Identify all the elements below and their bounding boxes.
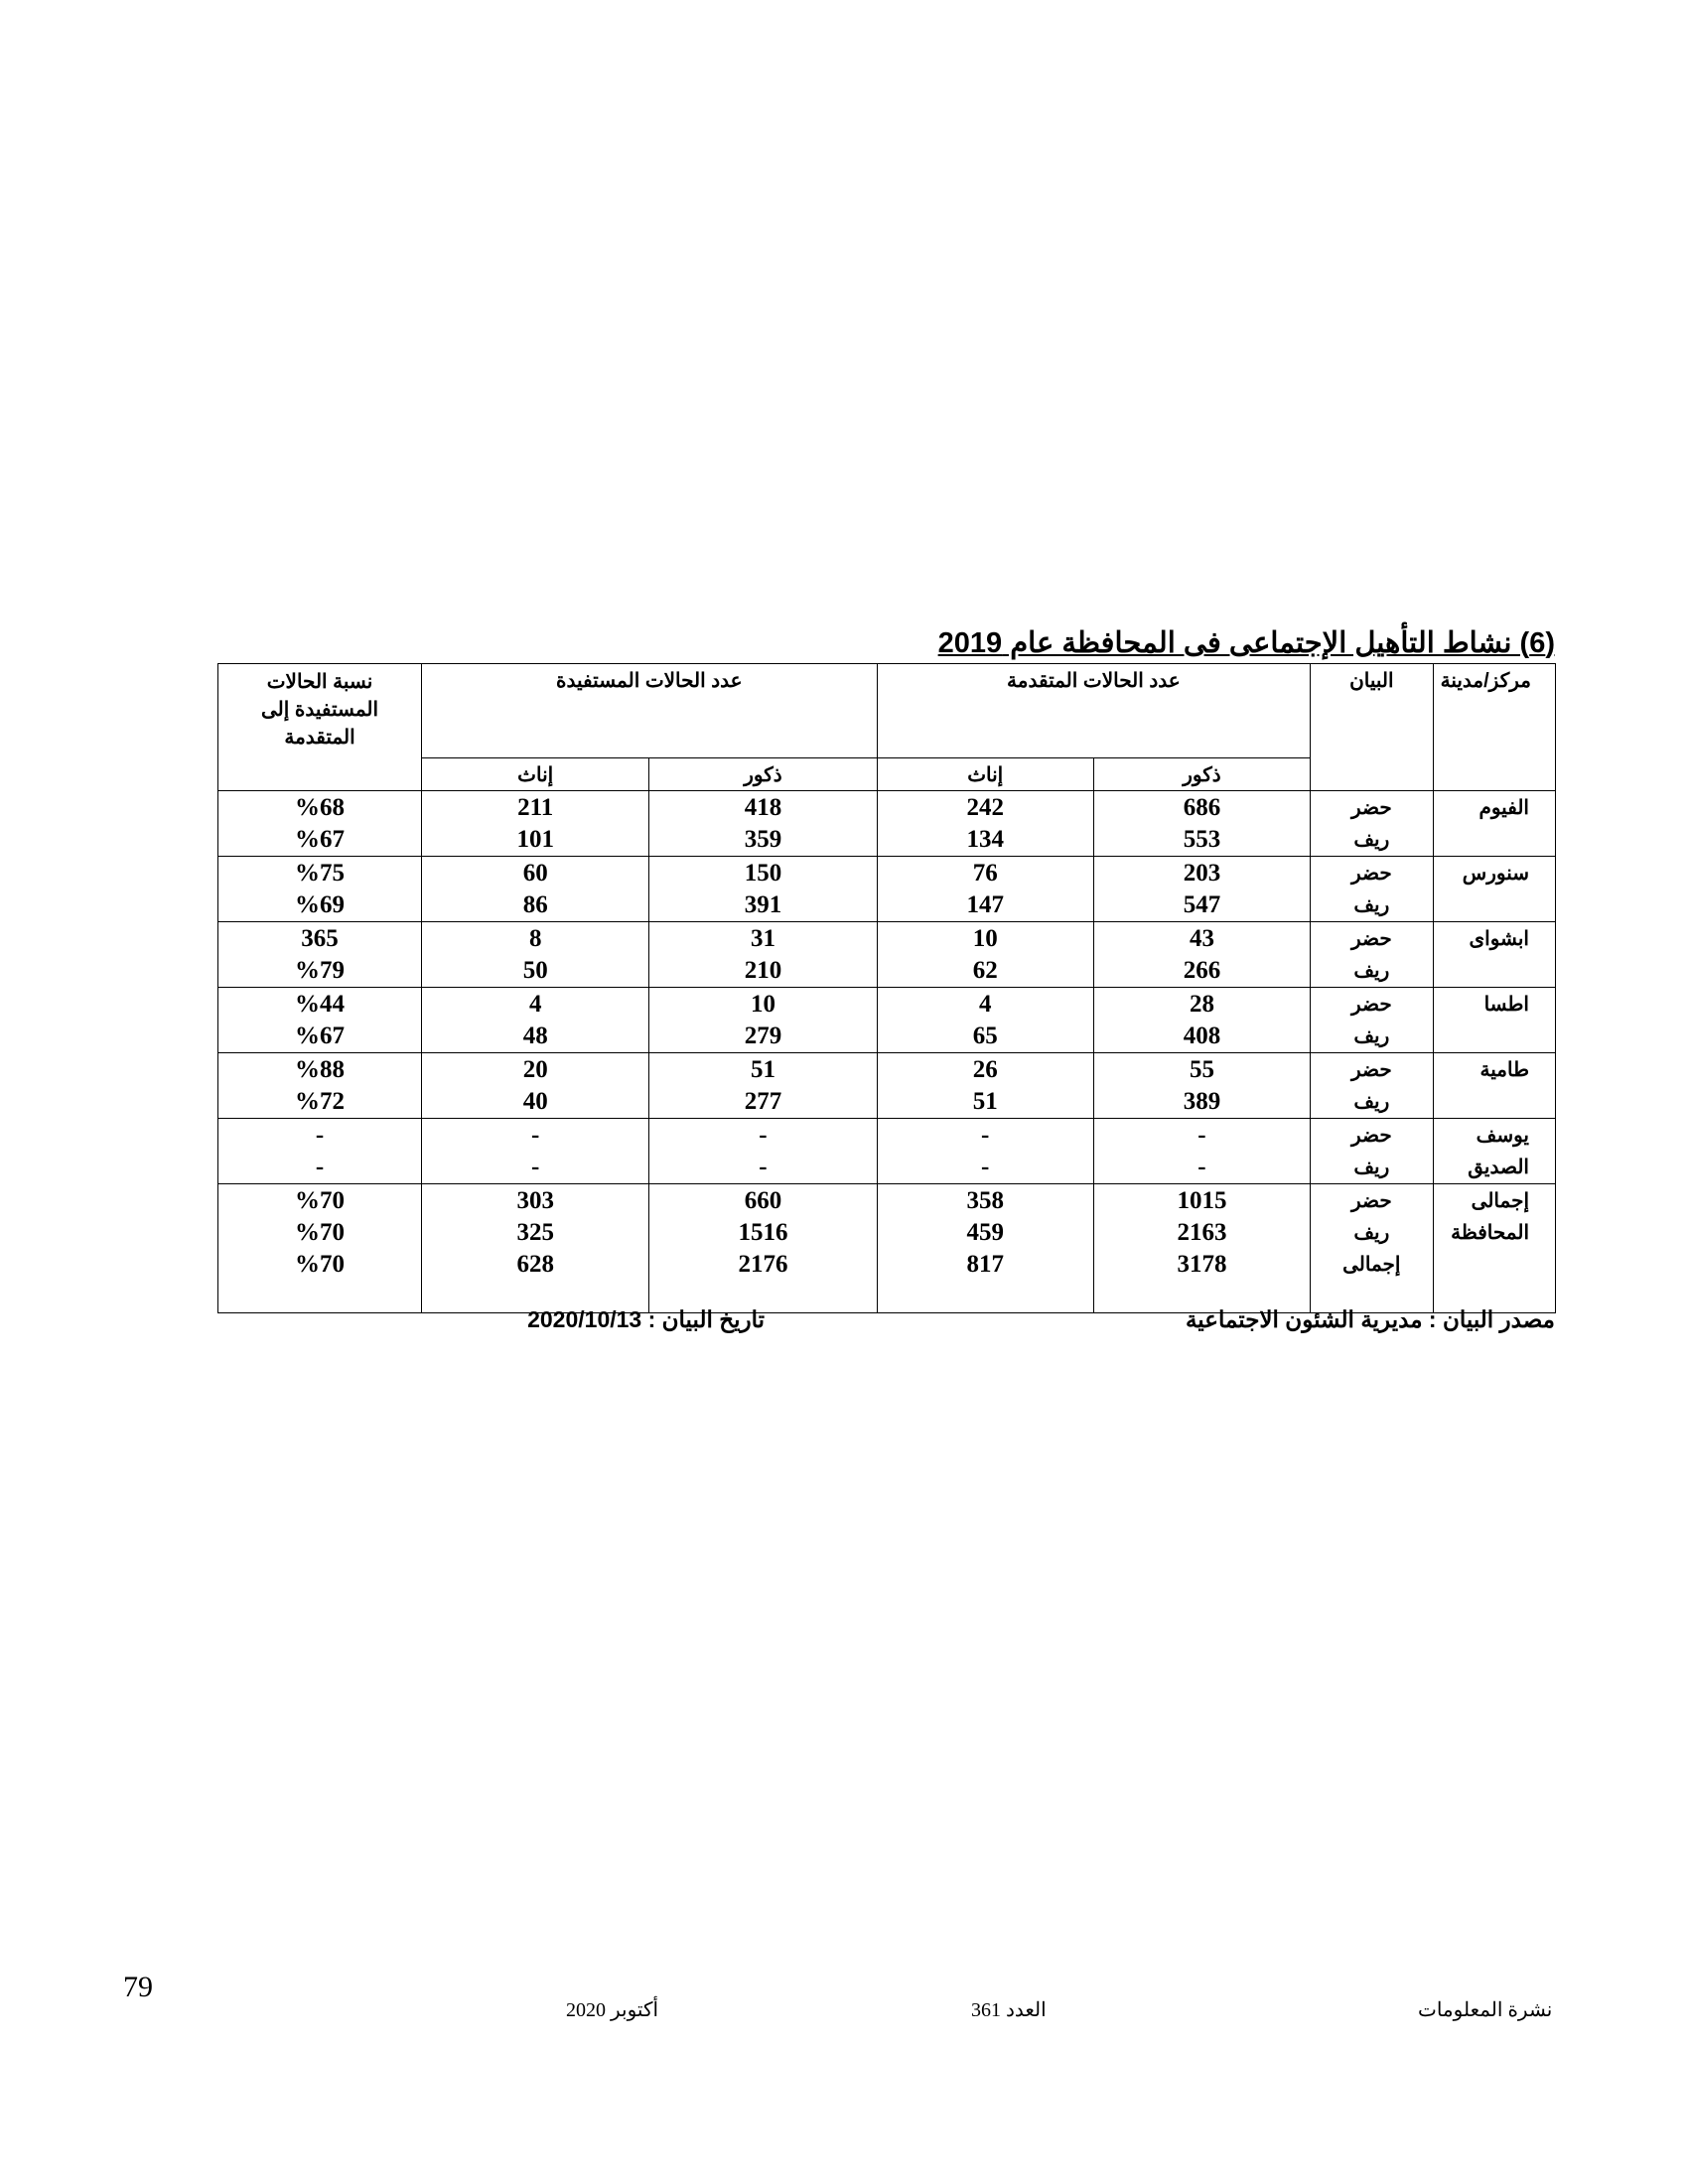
beneficiary-females-value: 40 [522, 1088, 548, 1115]
ratio-cell [218, 1119, 422, 1184]
table-row [218, 988, 1556, 1053]
ratio-value: 365 [301, 925, 339, 952]
statement-label: إجمالى [1342, 1254, 1401, 1276]
submitted-males-value: 547 [1183, 891, 1221, 918]
statement-label: ريف [1353, 1025, 1390, 1047]
beneficiary-females-value: 325 [516, 1219, 554, 1246]
submitted-females-value: 10 [972, 925, 998, 952]
ratio-cell [218, 1053, 422, 1119]
beneficiary-females-value: 48 [522, 1023, 548, 1049]
statement-cell [1311, 791, 1433, 857]
submitted-males-cell [1093, 857, 1310, 922]
ratio-value: %67 [295, 826, 346, 853]
submitted-males-value: 43 [1189, 925, 1214, 952]
beneficiary-males-cell [649, 1119, 877, 1184]
ratio-cell [218, 922, 422, 988]
beneficiary-males-value: 51 [750, 1056, 775, 1083]
table-row [218, 922, 1556, 988]
beneficiary-males-value: 359 [744, 826, 782, 853]
submitted-females-value: 51 [972, 1088, 998, 1115]
page-number: 79 [123, 1971, 153, 2003]
beneficiary-females-value: 20 [522, 1056, 548, 1083]
beneficiary-females-value: 4 [528, 991, 542, 1018]
beneficiary-females-cell [422, 1184, 649, 1313]
beneficiary-males-value: 660 [744, 1187, 782, 1214]
statement-cell [1311, 988, 1433, 1053]
center-name: يوسف الصديق [1433, 1119, 1555, 1184]
submitted-females-value: 62 [972, 957, 998, 984]
center-name: اطسا [1433, 988, 1555, 1053]
header-ratio-line3: المتقدمة [284, 727, 355, 749]
beneficiary-females-value: 50 [522, 957, 548, 984]
center-name: الفيوم [1433, 791, 1555, 857]
beneficiary-females-value: 86 [522, 891, 548, 918]
submitted-females-cell [877, 1119, 1093, 1184]
ratio-value: %68 [295, 794, 346, 821]
ratio-value: - [315, 1122, 325, 1149]
submitted-females-value: 4 [978, 991, 992, 1018]
ratio-value: %44 [295, 991, 346, 1018]
header-submitted-males: ذكور [1093, 758, 1310, 791]
submitted-males-cell [1093, 1119, 1310, 1184]
footer-month: أكتوبر 2020 [566, 1999, 659, 2021]
statement-label: حضر [1350, 863, 1392, 885]
statement-label: ريف [1353, 829, 1390, 851]
statement-label: حضر [1350, 994, 1392, 1016]
ratio-value: %70 [295, 1251, 346, 1278]
header-submitted-females: إناث [877, 758, 1093, 791]
submitted-males-value: - [1197, 1122, 1206, 1149]
submitted-females-cell [877, 922, 1093, 988]
beneficiary-males-cell [649, 791, 877, 857]
beneficiary-females-value: 628 [516, 1251, 554, 1278]
center-name: طامية [1433, 1053, 1555, 1119]
beneficiary-females-cell [422, 791, 649, 857]
beneficiary-females-value: - [531, 1154, 540, 1180]
beneficiary-males-value: 2176 [738, 1251, 788, 1278]
statement-label: حضر [1350, 928, 1392, 950]
footer-issue: العدد 361 [971, 1999, 1047, 2021]
ratio-value: - [315, 1154, 325, 1180]
statement-label: حضر [1350, 1059, 1392, 1081]
beneficiary-males-value: - [759, 1122, 768, 1149]
header-beneficiary-females: إناث [422, 758, 649, 791]
submitted-females-value: 147 [966, 891, 1004, 918]
ratio-cell [218, 791, 422, 857]
submitted-males-value: 2163 [1177, 1219, 1227, 1246]
submitted-females-cell [877, 1184, 1093, 1313]
submitted-males-value: 266 [1183, 957, 1221, 984]
beneficiary-males-cell [649, 988, 877, 1053]
submitted-females-value: - [981, 1122, 990, 1149]
header-ratio-line1: نسبة الحالات [266, 671, 373, 693]
ratio-cell [218, 857, 422, 922]
submitted-females-cell [877, 857, 1093, 922]
submitted-females-value: 26 [972, 1056, 998, 1083]
submitted-males-value: 55 [1189, 1056, 1214, 1083]
statement-cell [1311, 922, 1433, 988]
statement-label: حضر [1350, 1125, 1392, 1147]
statement-label: ريف [1353, 1091, 1390, 1113]
data-source: مصدر البيان : مديرية الشئون الاجتماعية [1185, 1306, 1555, 1332]
header-ratio-line2: المستفيدة إلى [260, 699, 379, 721]
page-title: (6) نشاط التأهيل الإجتماعى فى المحافظة عام 2019 [937, 627, 1555, 659]
submitted-males-cell [1093, 1184, 1310, 1313]
statement-label: ريف [1353, 894, 1390, 916]
submitted-males-value: 389 [1183, 1088, 1221, 1115]
beneficiary-males-value: 31 [750, 925, 775, 952]
submitted-females-cell [877, 791, 1093, 857]
submitted-females-cell [877, 988, 1093, 1053]
submitted-males-value: 553 [1183, 826, 1221, 853]
ratio-value: %72 [295, 1088, 346, 1115]
beneficiary-males-value: 277 [744, 1088, 782, 1115]
center-name: سنورس [1433, 857, 1555, 922]
submitted-males-value: - [1197, 1154, 1206, 1180]
submitted-males-value: 1015 [1177, 1187, 1227, 1214]
beneficiary-males-value: 210 [744, 957, 782, 984]
beneficiary-females-value: 303 [516, 1187, 554, 1214]
statement-cell [1311, 1119, 1433, 1184]
header-submitted: عدد الحالات المتقدمة [877, 664, 1311, 758]
ratio-cell [218, 1184, 422, 1313]
submitted-males-cell [1093, 988, 1310, 1053]
submitted-females-value: - [981, 1154, 990, 1180]
beneficiary-females-value: 211 [517, 794, 554, 821]
beneficiary-females-cell [422, 988, 649, 1053]
center-name: ابشواى [1433, 922, 1555, 988]
submitted-males-value: 203 [1183, 860, 1221, 887]
beneficiary-females-value: 101 [516, 826, 554, 853]
table-row [218, 791, 1556, 857]
submitted-females-value: 242 [966, 794, 1004, 821]
beneficiary-females-cell [422, 922, 649, 988]
submitted-males-value: 686 [1183, 794, 1221, 821]
beneficiary-females-value: - [531, 1122, 540, 1149]
submitted-males-cell [1093, 791, 1310, 857]
beneficiary-males-value: 150 [744, 860, 782, 887]
header-beneficiary-males: ذكور [649, 758, 877, 791]
header-center: مركز/مدينة [1433, 664, 1555, 791]
beneficiary-males-value: 279 [744, 1023, 782, 1049]
statement-cell [1311, 1184, 1433, 1313]
ratio-value: %79 [295, 957, 346, 984]
beneficiary-males-value: 10 [750, 991, 775, 1018]
beneficiary-males-value: 418 [744, 794, 782, 821]
header-ratio [218, 664, 422, 791]
submitted-females-value: 358 [966, 1187, 1004, 1214]
beneficiary-females-cell [422, 1053, 649, 1119]
table-row [218, 1119, 1556, 1184]
beneficiary-males-cell [649, 1184, 877, 1313]
table-row [218, 1053, 1556, 1119]
statement-label: حضر [1350, 797, 1392, 819]
beneficiary-females-cell [422, 857, 649, 922]
header-statement: البيان [1311, 664, 1433, 791]
beneficiary-males-cell [649, 922, 877, 988]
statement-label: ريف [1353, 960, 1390, 982]
beneficiary-males-cell [649, 857, 877, 922]
statement-cell [1311, 857, 1433, 922]
data-date: تاريخ البيان : 2020/10/13 [527, 1306, 765, 1332]
submitted-females-value: 76 [972, 860, 998, 887]
submitted-females-value: 134 [966, 826, 1004, 853]
statement-label: حضر [1350, 1190, 1392, 1212]
ratio-value: %67 [295, 1023, 346, 1049]
table-row [218, 857, 1556, 922]
ratio-value: %70 [295, 1187, 346, 1214]
ratio-value: %75 [295, 860, 346, 887]
beneficiary-males-value: 391 [744, 891, 782, 918]
submitted-females-value: 817 [966, 1251, 1004, 1278]
statement-label: ريف [1353, 1157, 1390, 1178]
ratio-cell [218, 988, 422, 1053]
social-rehabilitation-table [217, 663, 1556, 1313]
beneficiary-females-cell [422, 1119, 649, 1184]
ratio-value: %70 [295, 1219, 346, 1246]
submitted-males-value: 408 [1183, 1023, 1221, 1049]
footer-bulletin: نشرة المعلومات [1418, 1999, 1553, 2021]
submitted-males-value: 28 [1189, 991, 1214, 1018]
table-row [218, 1184, 1556, 1313]
beneficiary-females-value: 60 [522, 860, 548, 887]
statement-label: ريف [1353, 1222, 1390, 1244]
center-name: إجمالى المحافظة [1433, 1184, 1555, 1313]
submitted-females-value: 459 [966, 1219, 1004, 1246]
ratio-value: %88 [295, 1056, 346, 1083]
beneficiary-females-value: 8 [528, 925, 542, 952]
statement-cell [1311, 1053, 1433, 1119]
submitted-females-value: 65 [972, 1023, 998, 1049]
beneficiary-males-value: - [759, 1154, 768, 1180]
submitted-males-cell [1093, 922, 1310, 988]
beneficiary-males-cell [649, 1053, 877, 1119]
ratio-value: %69 [295, 891, 346, 918]
beneficiary-males-value: 1516 [738, 1219, 788, 1246]
submitted-females-cell [877, 1053, 1093, 1119]
submitted-males-cell [1093, 1053, 1310, 1119]
header-beneficiary: عدد الحالات المستفيدة [422, 664, 878, 758]
submitted-males-value: 3178 [1177, 1251, 1227, 1278]
